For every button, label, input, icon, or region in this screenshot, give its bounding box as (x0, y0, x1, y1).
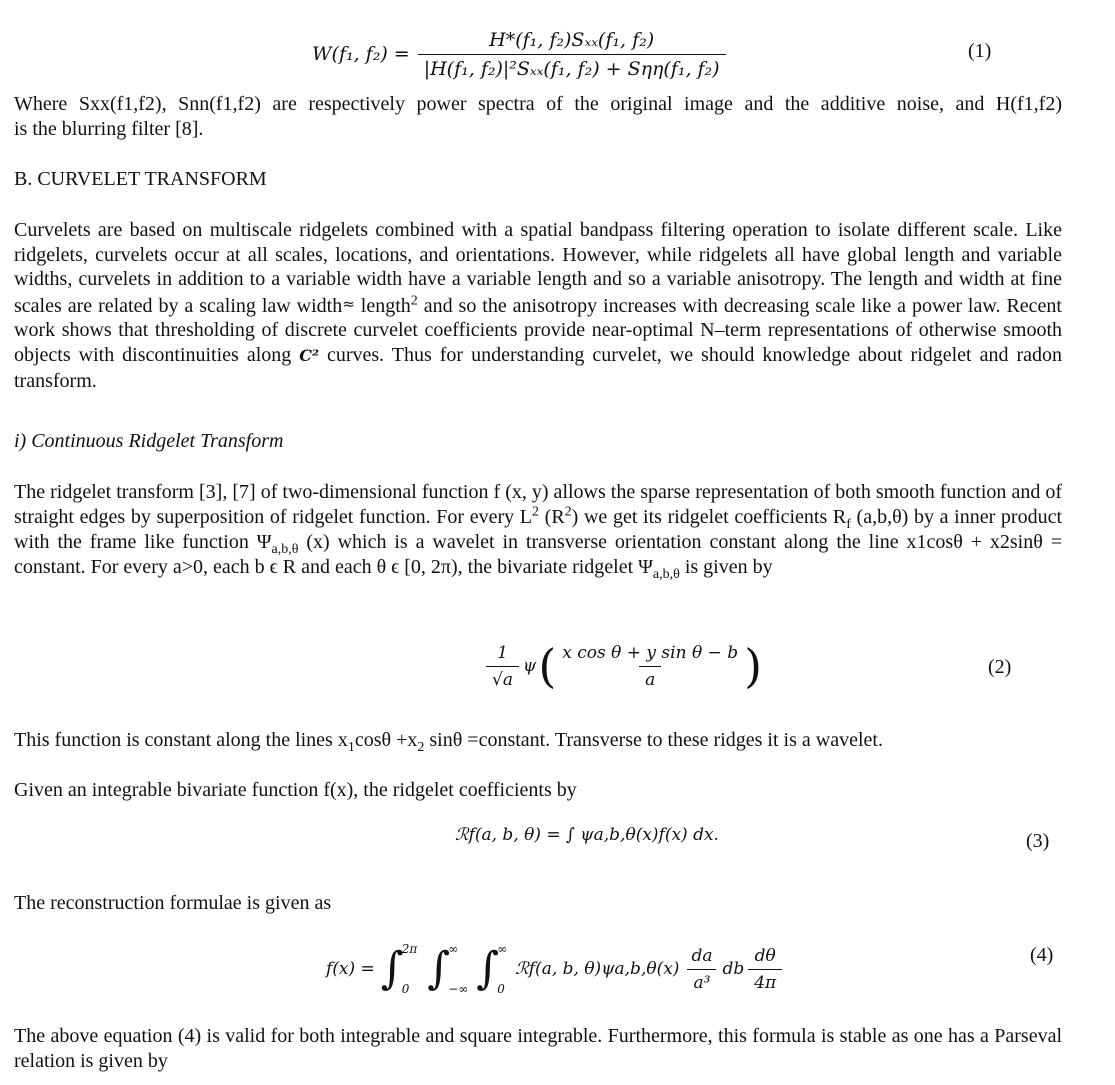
approx-symbol: ≈ (342, 294, 355, 313)
eq4-number: (4) (1030, 944, 1054, 966)
eq2-number: (2) (988, 656, 1012, 678)
integral-sign: ∫ (380, 943, 404, 994)
eq4-da (685, 946, 718, 993)
eq2-coef-den: √a (486, 666, 519, 690)
eq1-denominator: |H(f₁, f₂)|²Sₓₓ(f₁, f₂) + Sηη(f₁, f₂) (418, 54, 726, 80)
reconstruction-paragraph: The reconstruction formulae is given as (14, 892, 332, 914)
eq4-db: db (722, 959, 745, 979)
eq1-number: (1) (968, 40, 992, 62)
integral-sign: ∫ (427, 943, 451, 994)
eq2-inner-fraction (556, 643, 744, 690)
section-heading-curvelet: B. CURVELET TRANSFORM (14, 168, 267, 190)
eq1-lhs: W(f₁, f₂) = (312, 43, 410, 65)
final-paragraph: The above equation (4) is valid for both integrable and square integrable. Furthermore, this formula is stable as one has a Parseval relation is given by (14, 1025, 1062, 1072)
eq1-numerator: H*(f₁, f₂)Sₓₓ(f₁, f₂) (489, 28, 655, 51)
ridgelet-sup-a: 2 (532, 504, 539, 520)
ridgelet-text-c: ) we get its ridgelet coefficients R (571, 506, 847, 528)
integral-sign: ∫ (476, 943, 500, 994)
curvelet-text-4: curves. Thus for understanding curvelet, we should knowledge about ridgelet and radon transform. (14, 343, 1062, 392)
constant-sub-b: 2 (417, 740, 425, 755)
int3-lower: 0 (497, 982, 505, 996)
eq4-dtheta-num: dθ (754, 945, 776, 966)
eq2-left-paren: ( (538, 639, 557, 693)
int2-upper: ∞ (448, 942, 459, 956)
ridgelet-text-f: is given by (679, 556, 773, 578)
int1-lower: 0 (401, 982, 410, 996)
eq4-integral-theta (381, 942, 417, 996)
ridgelet-paragraph (14, 480, 1062, 580)
wiener-paragraph (14, 92, 1062, 142)
int1-upper: 2π (401, 942, 418, 956)
ridgelet-text-e: (x) which is a wavelet in transverse orientation constant along the line x1cosθ + x2sinθ = constant. For every a>0, each b ϵ R and each θ ϵ [0, 2π), the bivariate ridgelet Ψ (14, 531, 1062, 578)
ridgelet-sub-d: a,b,θ (271, 542, 299, 557)
int2-lower: −∞ (448, 982, 469, 996)
subsection-heading-ridgelet: i) Continuous Ridgelet Transform (14, 430, 284, 452)
curvelet-text-2: length (354, 294, 411, 317)
eq2-inner-den: a (639, 666, 661, 690)
eq4-integral-b (427, 942, 468, 996)
eq2-psi: ψ (522, 656, 537, 676)
ridgelet-sub-c: f (846, 517, 851, 532)
curvelet-text-3: and so the anisotropy increases with decreasing scale like a power law. Recent work shows that thresholding of discrete curvelet coefficients provide near-optimal N–term representations of otherwise smooth objects with discontinuities along (14, 294, 1062, 366)
constant-text-a: This function is constant along the lines x (14, 729, 348, 751)
equation-1 (312, 26, 726, 82)
eq2-coefficient (486, 643, 519, 690)
ridgelet-text-b: (R (539, 506, 565, 528)
eq3-number: (3) (1026, 830, 1050, 852)
eq4-dtheta-den: 4π (748, 969, 782, 993)
ridgelet-sub-e: a,b,θ (652, 567, 680, 582)
wiener-line-2: is the blurring filter [8]. (14, 118, 204, 140)
ridgelet-text-a: The ridgelet transform [3], [7] of two-dimensional function f (x, y) allows the sparse representation of both smooth function and of straight edges by superposition of ridgelet function. For every L (14, 481, 1062, 528)
eq4-da-num: da (691, 945, 713, 966)
constant-sub-a: 1 (347, 740, 355, 755)
constant-text-b: cosθ +x (354, 729, 418, 751)
integral-limits (448, 942, 468, 996)
eq4-integral-a (476, 942, 507, 996)
eq4-da-den: a³ (687, 969, 716, 993)
constant-text-c: sinθ =constant. Transverse to these ridges it is a wavelet. (424, 729, 883, 751)
eq2-inner-num: x cos θ + y sin θ − b (562, 642, 739, 663)
eq2-coef-num: 1 (497, 642, 508, 663)
eq4-lhs: f(x) = (326, 959, 375, 979)
eq4-dtheta (748, 946, 782, 993)
length-exponent: 2 (410, 293, 418, 309)
integral-limits (402, 942, 418, 996)
wiener-line-1: Where Sxx(f1,f2), Snn(f1,f2) are respectively power spectra of the original image and the additive noise, and H(f1,f2) (14, 93, 1062, 115)
c2-symbol: C² (299, 345, 319, 365)
equation-4 (326, 938, 782, 1000)
int3-upper: ∞ (497, 942, 508, 956)
equation-3: ℛf(a, b, θ) = ∫ ψa,b,θ(x)f(x) dx. (455, 825, 719, 845)
integral-limits (497, 942, 507, 996)
constant-paragraph (14, 728, 1062, 753)
given-paragraph: Given an integrable bivariate function f(x), the ridgelet coefficients by (14, 779, 577, 801)
equation-2 (486, 640, 762, 692)
ridgelet-text-d: (a,b,θ) by a inner product with the frame like function Ψ (14, 506, 1063, 553)
eq2-right-paren: ) (744, 639, 763, 693)
curvelet-text-1: Curvelets are based on multiscale ridgelets combined with a spatial bandpass filtering operation to isolate different scale. Like ridgelets, curvelets occur at all scales, locations, and orientations. However, while ridgelets all have global length and variable widths, curvelets in addition to a variable width have a variable length and so a variable anisotropy. The length and width at fine scales are related by a scaling law width (14, 219, 1062, 317)
eq1-fraction (418, 29, 726, 80)
curvelet-paragraph (14, 218, 1062, 393)
eq4-integrand: ℛf(a, b, θ)ψa,b,θ(x) (515, 959, 680, 979)
ridgelet-sup-b: 2 (564, 504, 572, 520)
